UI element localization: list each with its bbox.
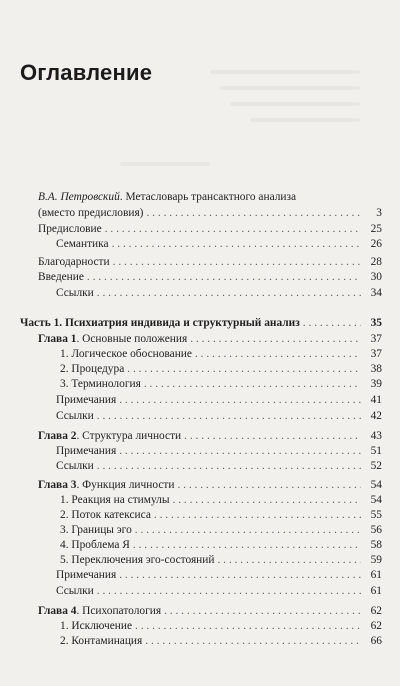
- chapter-label: Глава 1: [38, 333, 77, 345]
- toc-row[interactable]: [60, 553, 382, 568]
- preface-title-1: . Метасловарь трансактного анализа: [119, 191, 297, 203]
- toc-row[interactable]: [60, 538, 382, 553]
- dot-leader: [119, 444, 361, 459]
- entry-title: Предисловие: [38, 223, 102, 235]
- entry-title: Примечания: [56, 445, 117, 457]
- page-number: 61: [370, 569, 382, 581]
- dot-leader: [164, 604, 361, 619]
- page-number: 39: [370, 378, 382, 390]
- chapter-label: Глава 2: [38, 430, 77, 442]
- toc-row[interactable]: [38, 222, 382, 237]
- dot-leader: [87, 270, 361, 285]
- chapter-name: . Психопатология: [76, 605, 162, 617]
- page-number: 25: [370, 223, 382, 235]
- page-number: 59: [370, 554, 382, 566]
- page-number: 30: [370, 271, 382, 283]
- entry-title: 1. Реакция на стимулы: [60, 494, 170, 506]
- preface-title-2: (вместо предисловия): [38, 207, 144, 219]
- chapter-name: . Структура личности: [76, 430, 182, 442]
- toc-row[interactable]: [60, 508, 382, 523]
- page-number: 62: [370, 620, 382, 632]
- dot-leader: [97, 584, 361, 599]
- dot-leader: [190, 332, 361, 347]
- chapter-title: [38, 604, 161, 619]
- page-number: 43: [370, 430, 382, 442]
- toc-row[interactable]: [56, 393, 382, 408]
- toc-row[interactable]: [38, 255, 382, 270]
- toc-row-part-1[interactable]: [20, 316, 382, 331]
- entry-title: 1. Логическое обоснование: [60, 348, 192, 360]
- toc-row-chapter-1[interactable]: [38, 332, 382, 347]
- dot-leader: [112, 237, 361, 252]
- toc-row[interactable]: [56, 409, 382, 424]
- entry-title: 1. Исключение: [60, 620, 132, 632]
- toc-row[interactable]: [56, 584, 382, 599]
- entry-title: 3. Границы эго: [60, 524, 132, 536]
- toc-row[interactable]: [60, 493, 382, 508]
- dot-leader: [105, 222, 361, 237]
- part-title: Часть 1. Психиатрия индивида и структурный анализ: [20, 317, 300, 329]
- dot-leader: [97, 459, 361, 474]
- toc-row[interactable]: [56, 459, 382, 474]
- dot-leader: [135, 523, 361, 538]
- chapter-label: Глава 3: [38, 479, 77, 491]
- dot-leader: [119, 393, 361, 408]
- entry-title: 2. Процедура: [60, 363, 125, 375]
- page-number: 37: [370, 348, 382, 360]
- entry-title: Примечания: [56, 569, 117, 581]
- chapter-title: [38, 332, 187, 347]
- dot-leader: [195, 347, 361, 362]
- entry-title: Ссылки: [56, 585, 94, 597]
- page-number: 56: [370, 524, 382, 536]
- page-title: Оглавление: [20, 60, 153, 85]
- page-number: 38: [370, 363, 382, 375]
- chapter-name: . Основные положения: [76, 333, 188, 345]
- toc-row[interactable]: [56, 237, 382, 252]
- dot-leader: [135, 619, 361, 634]
- toc-row-chapter-3[interactable]: [38, 478, 382, 493]
- entry-title: Семантика: [56, 238, 109, 250]
- toc-row[interactable]: [60, 523, 382, 538]
- preface-author: В.А. Петровский: [38, 191, 120, 203]
- toc-row-preface[interactable]: [38, 206, 382, 221]
- page-number: 42: [370, 410, 382, 422]
- page-number: 35: [370, 317, 382, 329]
- preface-line-1: [38, 190, 296, 205]
- page-number: 52: [370, 460, 382, 472]
- dot-leader: [303, 316, 361, 331]
- dot-leader: [133, 538, 361, 553]
- dot-leader: [173, 493, 361, 508]
- dot-leader: [97, 409, 361, 424]
- toc-row[interactable]: [60, 619, 382, 634]
- page-number: 66: [370, 635, 382, 647]
- entry-title: 4. Проблема Я: [60, 539, 130, 551]
- page-number: 51: [370, 445, 382, 457]
- page-number: 41: [370, 394, 382, 406]
- dot-leader: [145, 634, 361, 649]
- dot-leader: [144, 377, 361, 392]
- chapter-title: [38, 478, 174, 493]
- dot-leader: [113, 255, 361, 270]
- toc-row[interactable]: [60, 347, 382, 362]
- chapter-title: [38, 429, 181, 444]
- entry-title: 2. Поток катексиса: [60, 509, 151, 521]
- toc-row[interactable]: [56, 444, 382, 459]
- toc-row[interactable]: [60, 377, 382, 392]
- entry-title: 5. Переключения эго-состояний: [60, 554, 215, 566]
- dot-leader: [177, 478, 361, 493]
- toc-row[interactable]: [56, 568, 382, 583]
- page-number: 28: [370, 256, 382, 268]
- page-number: 61: [370, 585, 382, 597]
- dot-leader: [119, 568, 361, 583]
- page-number: 54: [370, 494, 382, 506]
- entry-title: Введение: [38, 271, 84, 283]
- entry-title: Примечания: [56, 394, 117, 406]
- toc-row[interactable]: [56, 286, 382, 301]
- page-number: 26: [370, 238, 382, 250]
- dot-leader: [127, 362, 361, 377]
- entry-title: 2. Контаминация: [60, 635, 143, 647]
- chapter-name: . Функция личности: [76, 479, 175, 491]
- entry-title: Благодарности: [38, 256, 110, 268]
- toc-row-chapter-2[interactable]: [38, 429, 382, 444]
- dot-leader: [184, 429, 361, 444]
- chapter-label: Глава 4: [38, 605, 77, 617]
- page-number: 54: [370, 479, 382, 491]
- entry-title: Ссылки: [56, 460, 94, 472]
- page-number: 62: [370, 605, 382, 617]
- toc-row[interactable]: [38, 270, 382, 285]
- toc-row[interactable]: [60, 362, 382, 377]
- dot-leader: [217, 553, 361, 568]
- page-number: 55: [370, 509, 382, 521]
- page-number: 34: [370, 287, 382, 299]
- dot-leader: [154, 508, 361, 523]
- toc-row-chapter-4[interactable]: [38, 604, 382, 619]
- page-number: 3: [376, 207, 382, 219]
- toc-row[interactable]: [60, 634, 382, 649]
- dot-leader: [97, 286, 361, 301]
- entry-title: Ссылки: [56, 287, 94, 299]
- page-number: 58: [370, 539, 382, 551]
- entry-title: Ссылки: [56, 410, 94, 422]
- dot-leader: [146, 206, 361, 221]
- page-number: 37: [370, 333, 382, 345]
- entry-title: 3. Терминология: [60, 378, 141, 390]
